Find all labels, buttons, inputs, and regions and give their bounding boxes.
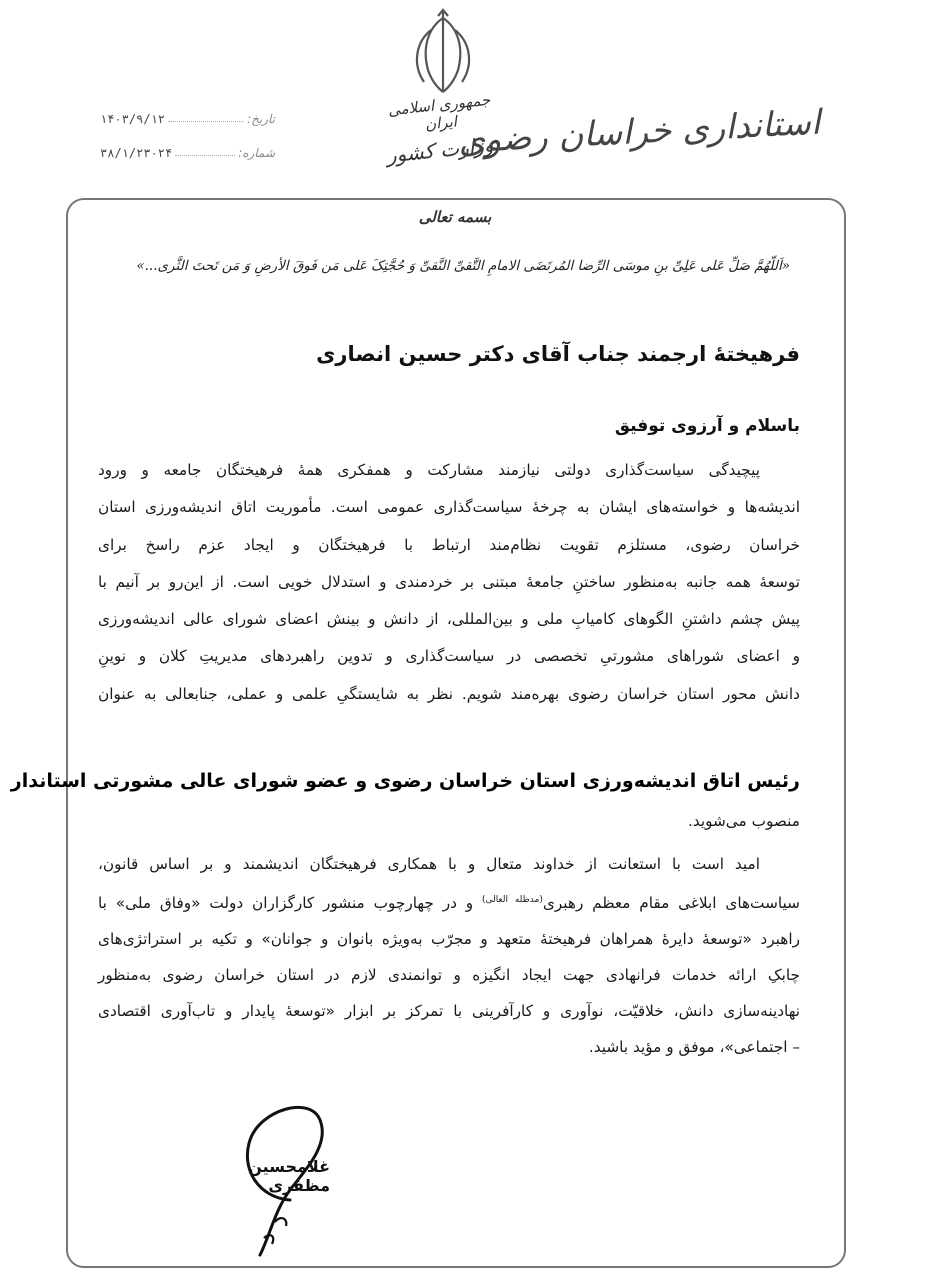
paragraph-fragment: سیاست‌های ابلاغی مقام معظم رهبری (542, 894, 800, 913)
number-label: شماره: (238, 146, 275, 160)
paragraph-line: و اعضای شوراهای مشورتیِ تخصصی در سیاست‌گذاری و تدوین راهبردهای مدیریتِ کلان و نوینِ (98, 647, 800, 666)
paragraph-line: – اجتماعی»، موفق و مؤید باشید. (588, 1038, 800, 1057)
salawat-line: «اَللّهُمَّ صَلِّ عَلی عَلِیِّ بنِ موسَی الرِّضا المُرتَضَی الامامِ التَّقیِّ النَّقیِّ وَ حُجَّتِکَ عَلی مَن فَوقَ الأرضِ وَ مَن تَحتَ الثَّری...» (136, 258, 790, 274)
paragraph-line: توسعۀ همه جانبه به‌منظور ساختنِ جامعۀ مبتنی بر خردمندی و استدلال خویی است. از این‌رو بر آنیم با (98, 572, 800, 591)
date-value: ۱۴۰۳/۹/۱۲ (100, 112, 166, 126)
paragraph-line: اندیشه‌ها و خواسته‌های ایشان به چرخۀ سیاست‌گذاری عمومی است. مأموریت اتاق اندیشه‌ورزی استان (98, 498, 800, 517)
paragraph-1 (98, 452, 800, 713)
signer-name: غلامحسین مظفری (248, 1157, 330, 1195)
paragraph-fragment: و در چهارچوب منشور کارگزاران دولت «وفاق ملی» با (98, 894, 474, 913)
appointed-text: منصوب می‌شوید. (687, 812, 800, 830)
invocation: بسمه تعالی (418, 208, 492, 226)
leader-honorific: (مدظله العالی) (481, 895, 543, 905)
paragraph-line (98, 882, 800, 921)
paragraph-line: نهادینه‌سازی دانش، خلاقیّت، نوآوری و کارآفرینی با تمرکز بر ابزار «توسعۀ پایدار و تاب‌آوری اقتصادی (98, 1002, 800, 1021)
addressee: فرهیختۀ ارجمند جناب آقای دکتر حسین انصاری (316, 342, 800, 366)
date-field (100, 112, 275, 126)
ministry-name: وزارت کشور (385, 132, 495, 168)
paragraph-line: خراسان رضوی، مستلزم تقویت نظام‌مند ارتباط با فرهیختگان و ایجاد عزم راسخ برای (98, 535, 800, 554)
paragraph-line: راهبرد «توسعۀ دایرۀ همراهان فرهیختۀ متعهد و مجرّب به‌ویژه بانوان و جوانان» و تکیه بر استراتژی‌های (98, 930, 800, 949)
date-label: تاریخ: (247, 112, 275, 126)
paragraph-line: امید است با استعانت از خداوند متعال و با همکاری فرهیختگان اندیشمند و بر اساس قانون، (98, 855, 760, 873)
paragraph-line: چابکِ ارائه خدمات فرانهادی جهت ایجاد انگیزه و توانمندی لازم در استان خراسان رضوی به‌منظور (98, 966, 800, 985)
paragraph-2 (98, 846, 800, 1065)
number-field (100, 146, 275, 160)
number-value: ۳۸/۱/۲۳۰۲۴ (100, 146, 173, 160)
country-line: جمهوری اسلامی ایران (387, 90, 492, 134)
paragraph-line: پیش چشم داشتنِ الگوهای کامیابِ ملی و بین‌المللی، از دانش و بینش اعضای شورای عالی اندیشه‌ورزی (98, 610, 800, 629)
appointment-title: رئیس اتاق اندیشه‌ورزی استان خراسان رضوی و عضو شورای عالی مشورتی استاندار (10, 770, 800, 792)
emblem-icon (398, 8, 488, 98)
governorate-title: استانداری خراسان رضوی (456, 102, 821, 162)
paragraph-line: پیچیدگی سیاست‌گذاری دولتی نیازمند مشارکت و همفکری همۀ فرهیختگان جامعه و ورود (98, 461, 760, 479)
paragraph-line: دانش محور استان خراسان رضوی بهره‌مند شویم. نظر به شایستگیِ علمی و عملی، جنابعالی به عنوان (98, 684, 800, 703)
greeting: باسلام و آرزوی توفیق (614, 416, 800, 436)
